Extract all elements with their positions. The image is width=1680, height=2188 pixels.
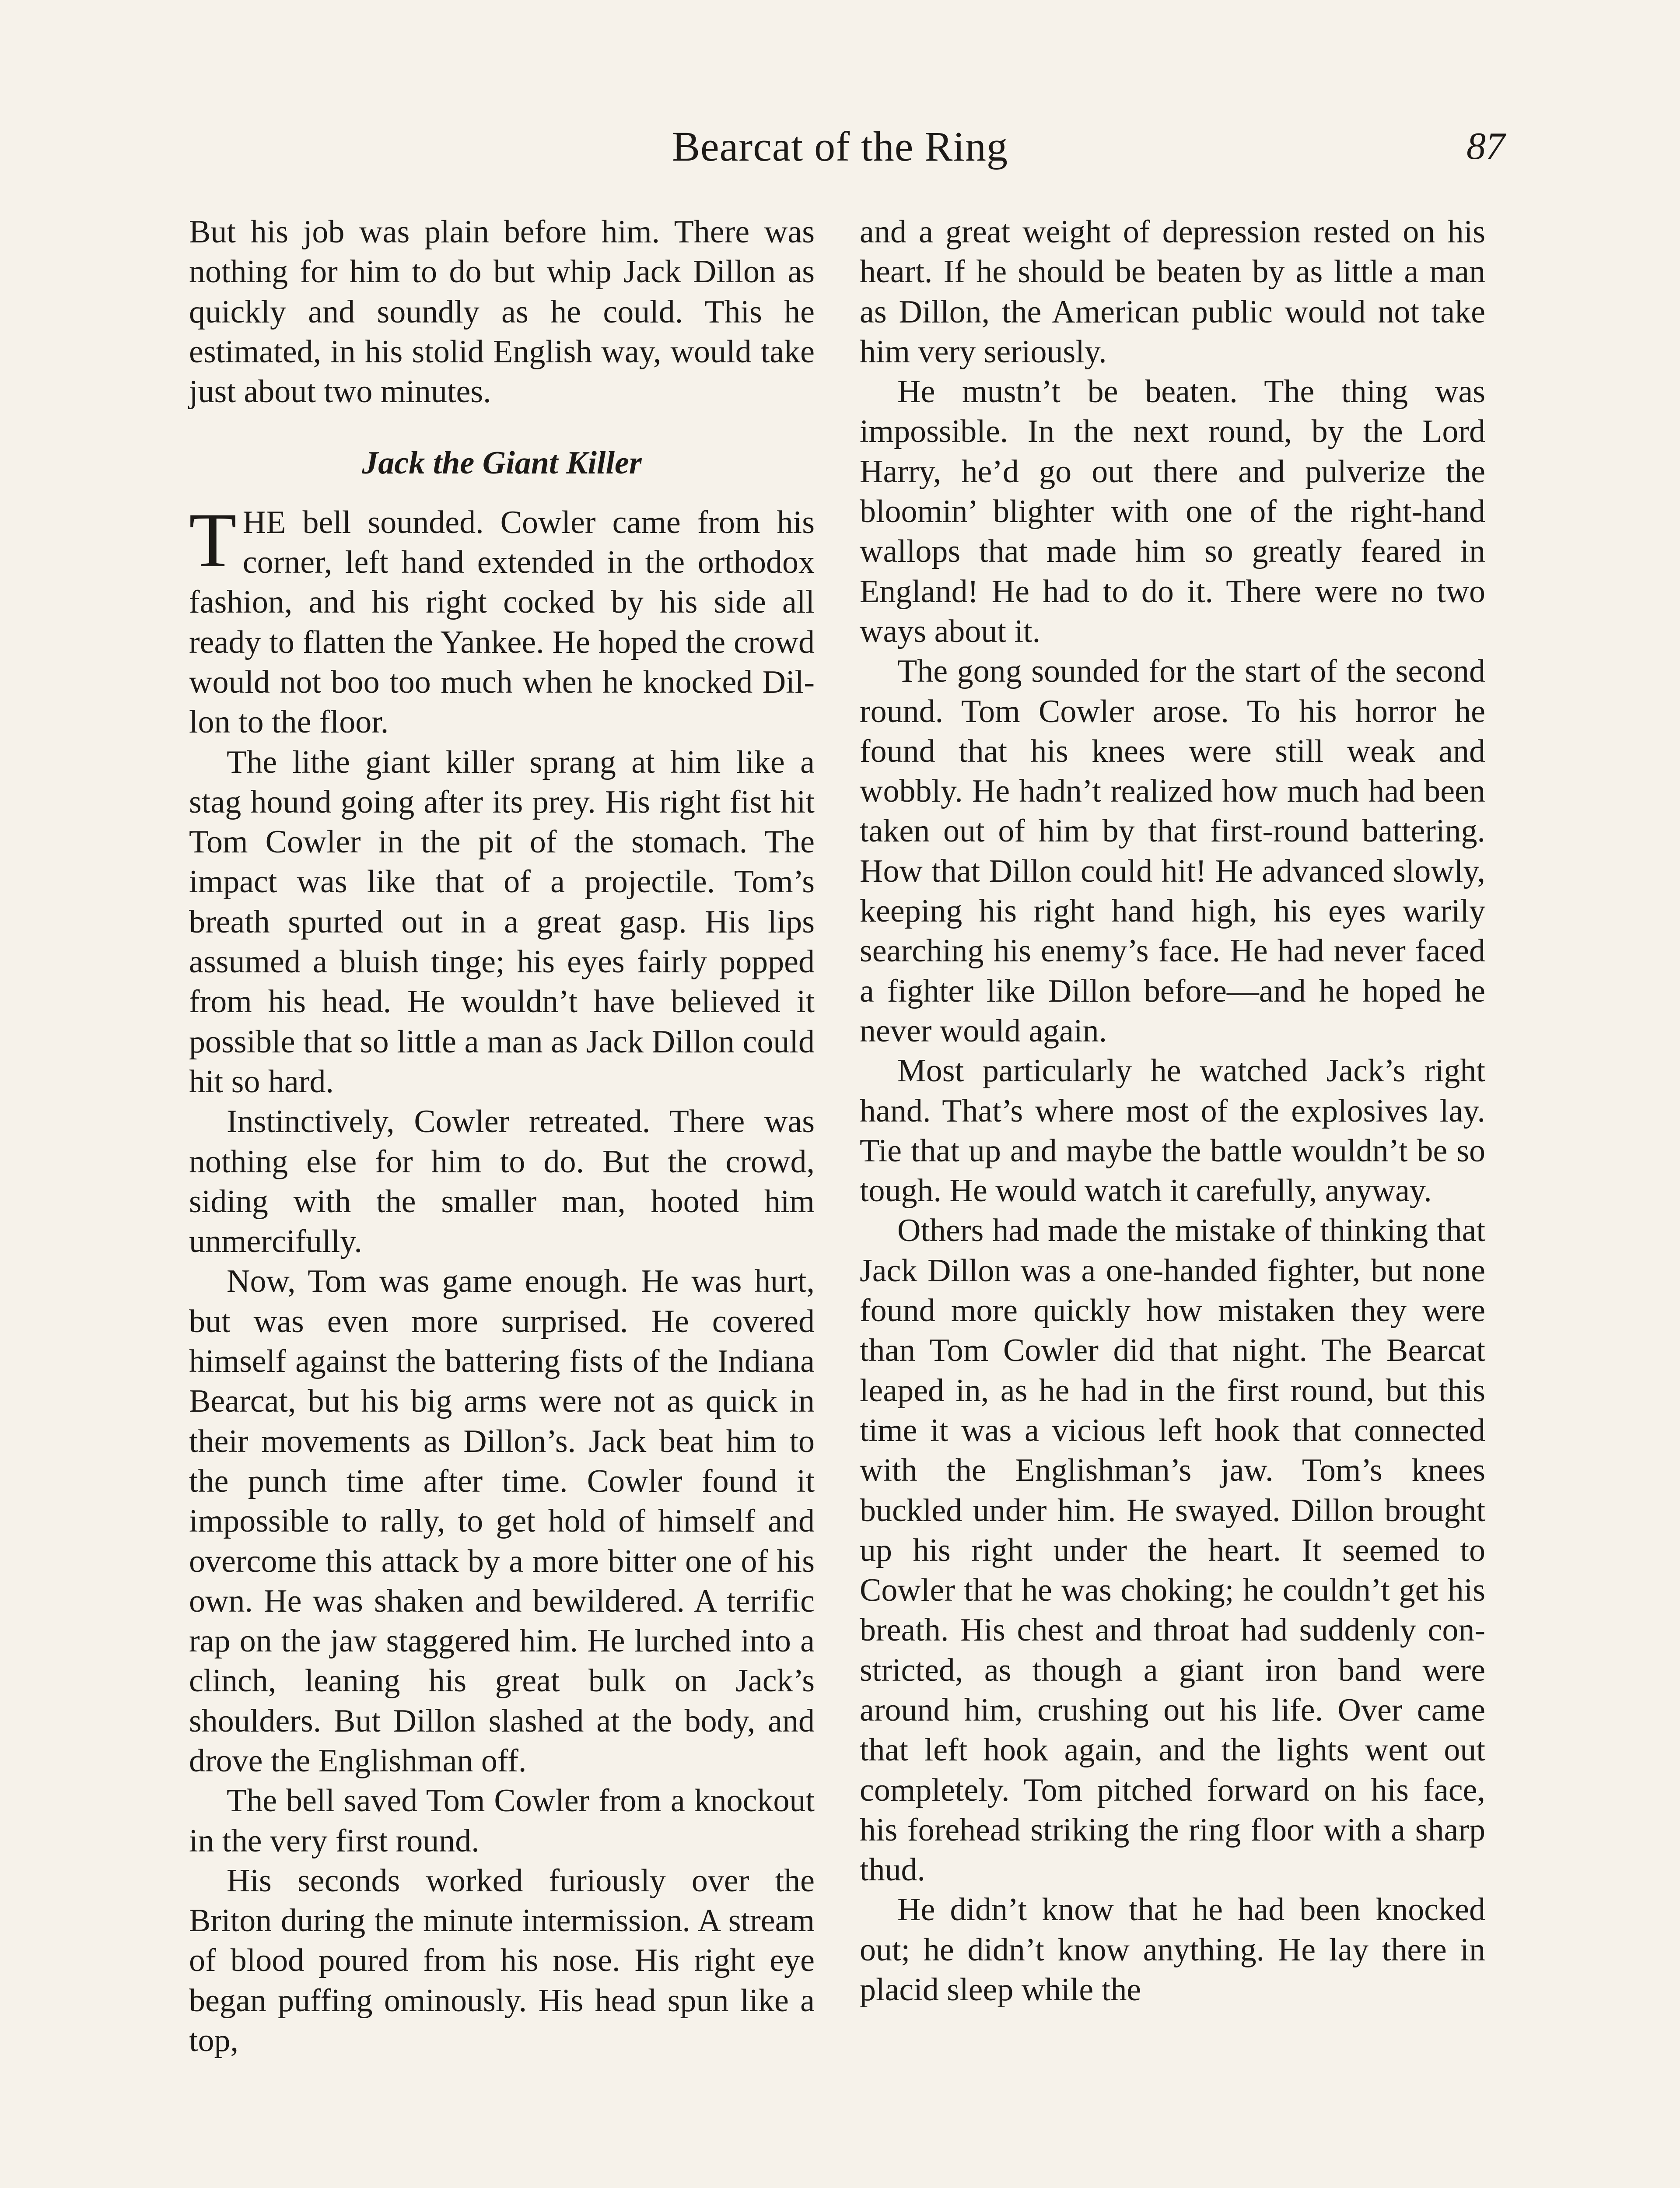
paragraph: The gong sounded for the start of the second round. Tom Cowler arose. To his horror he found that his knees were still weak and wobbly. He hadn’t realized how much had been taken out of him by that first-round battering. How that Dillon could hit! He advanced slowly, keeping his right hand high, his eyes warily searching his enemy’s face. He had never faced a fighter like Dillon before—and he hoped he never would again. [860, 653, 1485, 1049]
paragraph: and a great weight of depression rested on his heart. If he should be beaten by as little a man as Dillon, the American public would not take him very seriously. [860, 214, 1485, 370]
paragraph: The lithe giant killer sprang at him like a stag hound going after its prey. His right fist hit Tom Cowler in the pit of the stomach. The impact was like that of a projectile. Tom’s breath spurted out in a great gasp. His lips assumed a bluish tinge; his eyes fairly popped from his head. He wouldn’t have believed it possible that so little a man as Jack Dillon could hit so hard. [189, 744, 815, 1100]
paragraph: The bell saved Tom Cowler from a knockout in the very first round. [189, 1783, 815, 1859]
paragraph: He mustn’t be beaten. The thing was impossible. In the next round, by the Lord Harry, he’d go out there and pulverize the bloomin’ blighter with one of the right-hand wallops that made him so greatly feared in England! He had to do it. There were no two ways about it. [860, 374, 1485, 649]
right-column [860, 212, 1485, 2010]
page-header [0, 118, 1680, 175]
opening-paragraph-text: HE bell sounded. Cowler came from his corner, left hand extended in the orthodox fashion, and his right cocked by his side all ready to flatten the Yankee. He hoped the crowd would not boo too much when he knocked Dillon to the floor. [189, 504, 815, 740]
paragraph: Most particularly he watched Jack’s right hand. That’s where most of the explosives lay. Tie that up and maybe the battle wouldn’t be so tough. He would watch it carefully, anyway. [860, 1053, 1485, 1209]
opening-paragraph [189, 496, 815, 743]
drop-cap: T [189, 496, 237, 583]
paragraph: He didn’t know that he had been knocked out; he didn’t know anything. He lay there in placid sleep while the [860, 1892, 1485, 2008]
left-column [189, 212, 815, 2061]
paragraph: Others had made the mistake of thinking that Jack Dillon was a one-handed fighter, but none found more quickly how mistaken they were than Tom Cowler did that night. The Bearcat leaped in, as he had in the first round, but this time it was a vicious left hook that connected with the Englishman’s jaw. Tom’s knees buckled under him. He swayed. Dillon brought up his right under the heart. It seemed to Cowler that he was choking; he couldn’t get his breath. His chest and throat had suddenly constricted, as though a giant iron band were around him, crushing out his life. Over came that left hook again, and the lights went out completely. Tom pitched forward on his face, his forehead striking the ring floor with a sharp thud. [860, 1213, 1485, 1888]
running-title: Bearcat of the Ring [672, 123, 1008, 170]
page-number: 87 [1466, 125, 1505, 168]
paragraph: But his job was plain before him. There was nothing for him to do but whip Jack Dillon as quickly and soundly as he could. This he estimated, in his stolid English way, would take just about two minutes. [189, 214, 815, 410]
section-heading: Jack the Giant Killer [362, 445, 642, 481]
paragraph: Instinctively, Cowler retreated. There was nothing else for him to do. But the crowd, siding with the smaller man, hooted him unmercifully. [189, 1104, 815, 1260]
paragraph: His seconds worked furiously over the Briton during the minute intermission. A stream of blood poured from his nose. His right eye began puffing ominously. His head spun like a top, [189, 1862, 815, 2059]
paragraph: Now, Tom was game enough. He was hurt, but was even more surprised. He covered himself against the battering fists of the Indiana Bearcat, but his big arms were not as quick in their movements as Dillon’s. Jack beat him to the punch time after time. Cowler found it impossible to rally, to get hold of himself and overcome this attack by a more bitter one of his own. He was shaken and bewildered. A terrific rap on the jaw staggered him. He lurched into a clinch, leaning his great bulk on Jack’s shoulders. But Dillon slashed at the body, and drove the Englishman off. [189, 1263, 815, 1779]
